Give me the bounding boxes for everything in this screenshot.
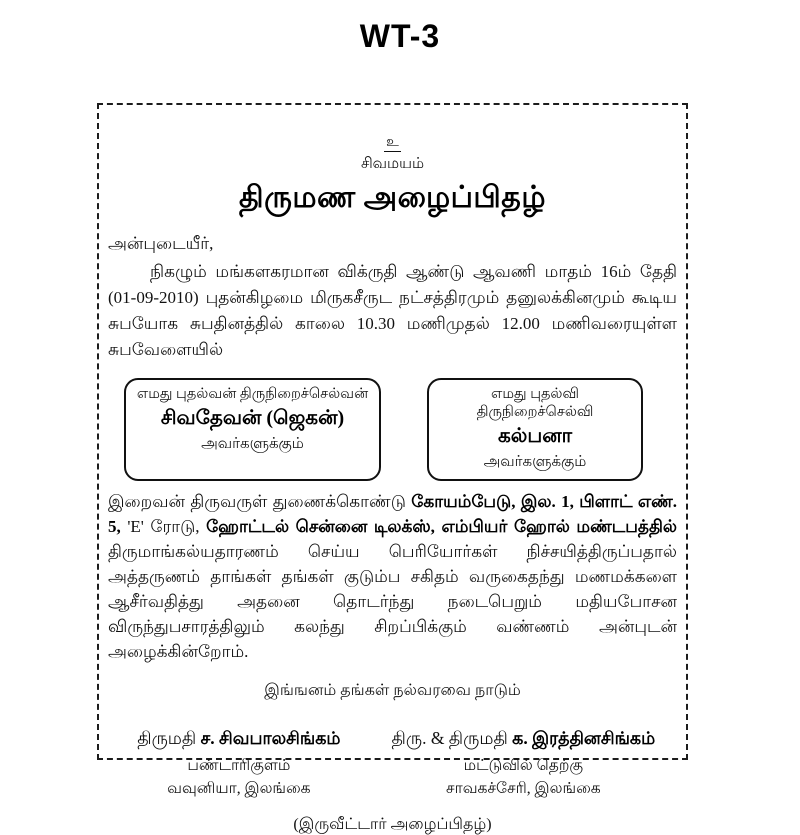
hosts-row	[108, 728, 677, 800]
host-address	[108, 754, 370, 800]
invitation-title: திருமண அழைப்பிதழ்	[239, 181, 546, 214]
sheet-code: WT-3	[359, 18, 441, 54]
host-address-line1: மட்டுவில் தெற்கு	[463, 757, 584, 774]
body-paragraph	[108, 489, 677, 664]
groom-name: சிவதேவன் (ஜெகன்)	[160, 407, 345, 429]
body-segment: இறைவன் திருவருள் துணைக்கொண்டு	[108, 492, 412, 511]
body-segment: 'E' ரோடு,	[127, 517, 207, 536]
bride-suffix: அவர்களுக்கும்	[483, 454, 587, 470]
host-groom-side	[108, 728, 370, 800]
name-boxes-row	[108, 378, 677, 481]
host-name: ச. சிவபாலசிங்கம்	[200, 728, 341, 748]
bride-name-box	[427, 378, 643, 481]
host-prefix: திரு. & திருமதி	[391, 728, 513, 748]
blessing-text: சிவமயம்	[360, 156, 425, 172]
groom-name-box	[124, 378, 381, 481]
salutation: அன்புடையீர்,	[108, 234, 214, 253]
host-address-line2: வவுனியா, இலங்கை	[167, 780, 311, 797]
intro-paragraph: நிகழும் மங்களகரமான விக்ருதி ஆண்டு ஆவணி மாதம் 16ம் தேதி (01-09-2010) புதன்கிழமை மிருகசீருட நட்சத்திரமும் தனுலக்கினமும் கூடிய சுபயோக சுபதினத்தில் காலை 10.30 மணிமுதல் 12.00 மணிவரையுள்ள சுபவேளையில்	[108, 262, 677, 359]
blessing-symbol-glyph: உ	[386, 135, 399, 150]
closing-line: இங்ஙனம் தங்கள் நல்வரவை நாடும்	[264, 682, 521, 699]
host-address-line1: பண்டாரிகுளம்	[187, 757, 291, 774]
host-name-line	[370, 728, 677, 751]
groom-suffix: அவர்களுக்கும்	[201, 436, 304, 452]
host-prefix: திருமதி	[137, 728, 201, 748]
venue-address-bold: கோயம்பேடு, இல. 1, பிளாட் எண். 5,	[108, 492, 678, 536]
body-segment: திருமாங்கல்யதாரணம் செய்ய பெரியோர்கள் நிச்சயித்திருப்பதால் அத்தருணம் தாங்கள் தங்கள் குடும்ப சகிதம் வருகைதந்து மணமக்களை ஆசீர்வதித்து அதனை தொடர்ந்து நடைபெறும் மதியபோசன விருந்துபசாரத்திலும் கலந்து சிறப்பிக்கும் வண்ணம் அன்புடன் அழைக்கின்றோம்.	[108, 542, 677, 661]
host-name-line	[108, 728, 370, 751]
host-address-line2: சாவகச்சேரி, இலங்கை	[446, 780, 601, 797]
groom-intro: எமது புதல்வன் திருநிறைச்செல்வன்	[136, 386, 369, 402]
host-bride-side	[370, 728, 677, 800]
venue-hall-bold: ஹோட்டல் சென்னை டிலக்ஸ், எம்பியர் ஹோல் மண்டபத்தில்	[206, 517, 678, 536]
bride-name: கல்பனா	[497, 425, 573, 447]
bride-intro: எமது புதல்வி திருநிறைச்செல்வி	[476, 386, 594, 420]
host-address	[370, 754, 677, 800]
footer-note: (இருவீட்டார் அழைப்பிதழ்)	[293, 816, 492, 833]
blessing-symbol	[108, 135, 677, 152]
host-name: க. இரத்தினசிங்கம்	[512, 728, 656, 748]
invitation-dashed-frame	[97, 103, 688, 833]
